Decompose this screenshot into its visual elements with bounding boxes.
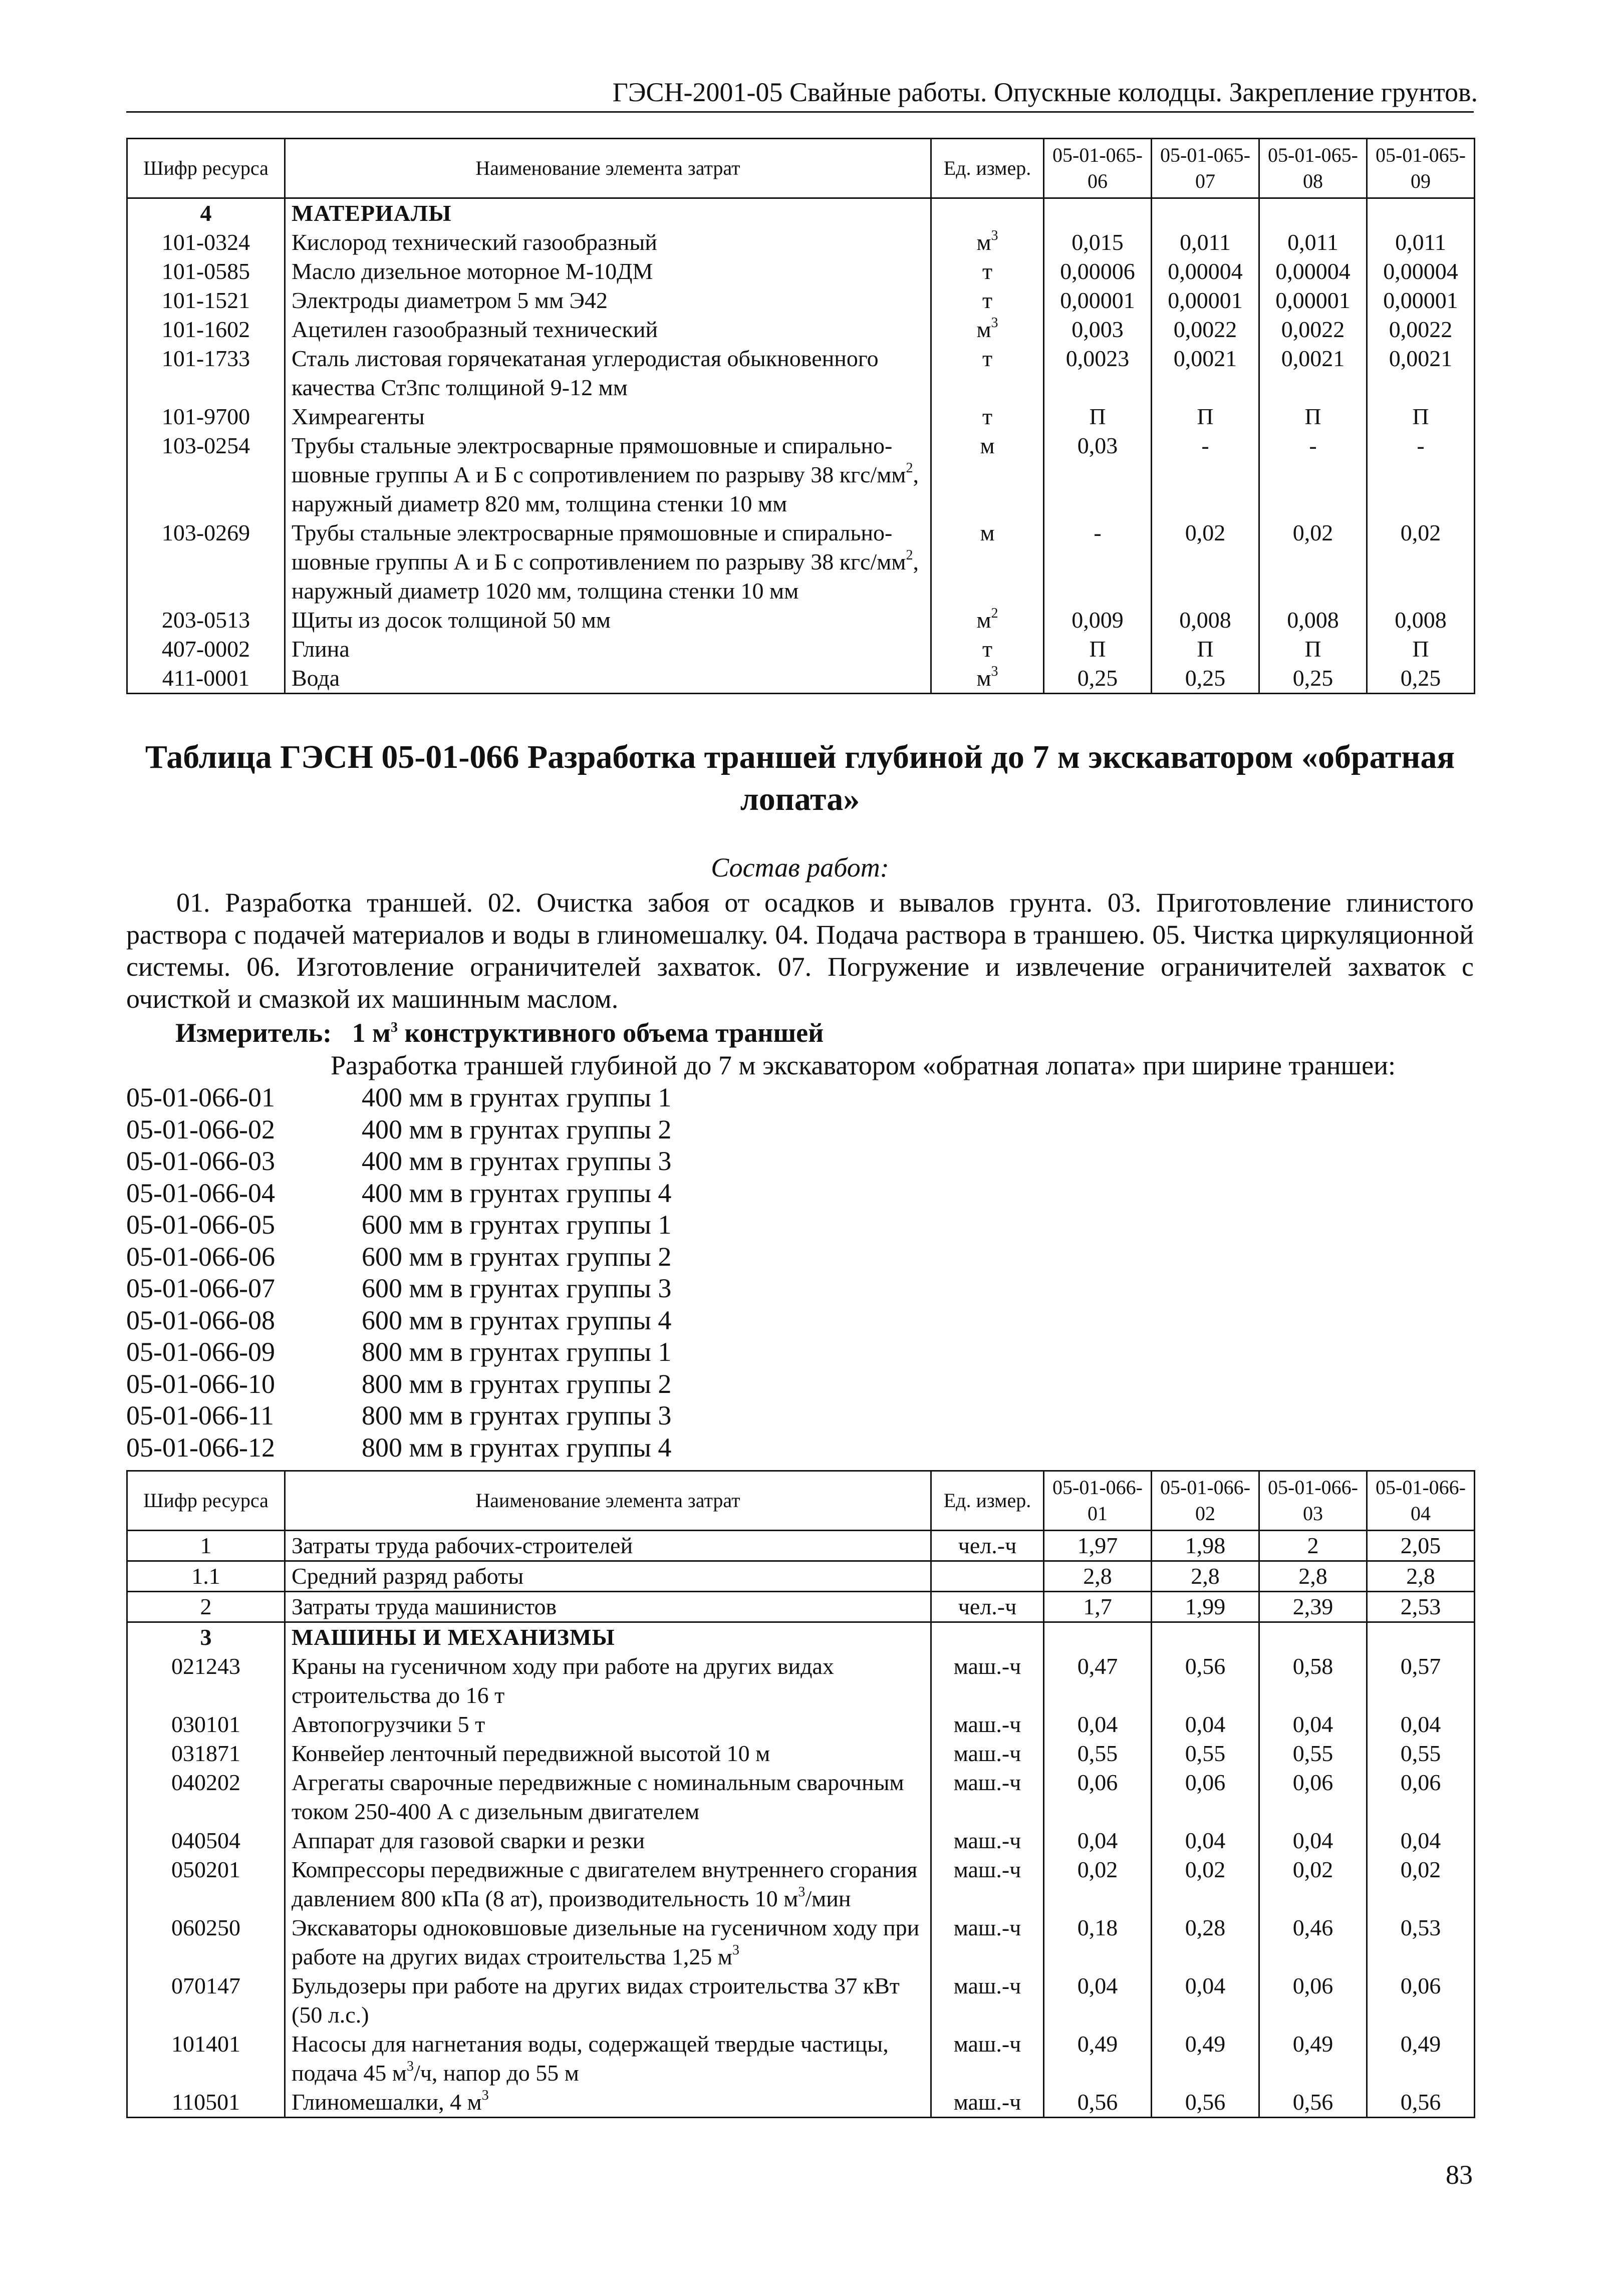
value-cell: 0,56 bbox=[1259, 2088, 1367, 2118]
table-row bbox=[127, 1561, 1475, 1592]
table-row bbox=[127, 402, 1475, 431]
resource-code: 1 bbox=[127, 1531, 285, 1561]
resource-code: 101-9700 bbox=[127, 402, 285, 431]
cost-element-name: Глиномешалки, 4 $м^3$ bbox=[285, 2088, 931, 2118]
table-row bbox=[127, 1826, 1475, 1855]
value-cell: 0,02 bbox=[1259, 518, 1367, 606]
unit-cell: маш.-ч bbox=[931, 1739, 1044, 1768]
unit-cell: $м^3$ bbox=[931, 315, 1044, 344]
value-cell: 0,03 bbox=[1044, 431, 1152, 518]
header-col-4: 05-01-066-04 bbox=[1367, 1471, 1475, 1531]
value-cell: 0,49 bbox=[1367, 2030, 1475, 2088]
resource-code: 031871 bbox=[127, 1739, 285, 1768]
header-name: Наименование элемента затрат bbox=[285, 139, 931, 198]
value-cell: 0,46 bbox=[1259, 1913, 1367, 1971]
value-cell: 0,06 bbox=[1044, 1768, 1152, 1826]
norm-code: 05-01-066-12 bbox=[126, 1432, 275, 1463]
value-cell: 0,02 bbox=[1367, 518, 1475, 606]
value-cell: П bbox=[1044, 402, 1152, 431]
table-header-row bbox=[127, 139, 1475, 198]
resource-code: 411-0001 bbox=[127, 664, 285, 694]
norm-description: 600 мм в грунтах группы 3 bbox=[362, 1273, 672, 1303]
resource-code: 1.1 bbox=[127, 1561, 285, 1592]
value-cell: 0,00001 bbox=[1259, 286, 1367, 315]
value-cell: 0,56 bbox=[1044, 2088, 1152, 2118]
value-cell: 0,02 bbox=[1152, 518, 1259, 606]
table-row bbox=[127, 1592, 1475, 1622]
cost-element-name: Насосы для нагнетания воды, содержащей твердые частицы, подача 45 $м^3/ч$, напор до 55 м bbox=[285, 2030, 931, 2088]
value-cell: 0,04 bbox=[1044, 1971, 1152, 2030]
value-cell: 0,0021 bbox=[1259, 344, 1367, 402]
list-item bbox=[126, 1400, 1128, 1432]
resource-code: 070147 bbox=[127, 1971, 285, 2030]
resource-code: 060250 bbox=[127, 1913, 285, 1971]
table-row bbox=[127, 431, 1475, 518]
list-item bbox=[126, 1432, 1128, 1464]
value-cell: 0,06 bbox=[1152, 1768, 1259, 1826]
value-cell: 0,011 bbox=[1259, 228, 1367, 257]
value-cell: 0,008 bbox=[1259, 606, 1367, 635]
cost-element-name: Конвейер ленточный передвижной высотой 10 м bbox=[285, 1739, 931, 1768]
value-cell: 1,7 bbox=[1044, 1592, 1152, 1622]
unit-cell: $м^2$ bbox=[931, 606, 1044, 635]
value-cell: 0,06 bbox=[1259, 1971, 1367, 2030]
cost-element-name: Компрессоры передвижные с двигателем внутреннего сгорания давлением 800 кПа (8 ат), производительность 10 $м^3$/мин bbox=[285, 1855, 931, 1913]
value-cell: - bbox=[1044, 518, 1152, 606]
composition-heading: Состав работ: bbox=[711, 852, 889, 883]
cost-element-name: Затраты труда машинистов bbox=[285, 1592, 931, 1622]
value-cell: 0,06 bbox=[1259, 1768, 1367, 1826]
resource-code: 2 bbox=[127, 1592, 285, 1622]
unit-cell bbox=[931, 1561, 1044, 1592]
machines-table bbox=[126, 1470, 1475, 2118]
norm-description: 400 мм в грунтах группы 3 bbox=[362, 1146, 672, 1176]
value-cell: 0,25 bbox=[1259, 664, 1367, 694]
table-row bbox=[127, 1652, 1475, 1710]
cost-element-name: Электроды диаметром 5 мм Э42 bbox=[285, 286, 931, 315]
unit-cell: $м^3$ bbox=[931, 664, 1044, 694]
norm-description: 800 мм в грунтах группы 2 bbox=[362, 1368, 672, 1399]
value-cell: 0,56 bbox=[1152, 2088, 1259, 2118]
value-cell: 1,97 bbox=[1044, 1531, 1152, 1561]
value-cell: 0,011 bbox=[1152, 228, 1259, 257]
value-cell: 0,015 bbox=[1044, 228, 1152, 257]
value-cell: 0,55 bbox=[1367, 1739, 1475, 1768]
list-item bbox=[126, 1209, 1128, 1241]
table-row bbox=[127, 228, 1475, 257]
header-unit: Ед. измер. bbox=[931, 1471, 1044, 1531]
value-cell: 0,0022 bbox=[1367, 315, 1475, 344]
value-cell: 2,8 bbox=[1152, 1561, 1259, 1592]
header-col-3: 05-01-065-08 bbox=[1259, 139, 1367, 198]
value-cell: 0,0021 bbox=[1152, 344, 1259, 402]
unit-cell: т bbox=[931, 344, 1044, 402]
list-item bbox=[126, 1368, 1128, 1400]
norm-code: 05-01-066-09 bbox=[126, 1337, 275, 1367]
unit-cell: маш.-ч bbox=[931, 1971, 1044, 2030]
cost-element-name: Краны на гусеничном ходу при работе на других видах строительства до 16 т bbox=[285, 1652, 931, 1710]
table-row bbox=[127, 1855, 1475, 1913]
value-cell: 0,00001 bbox=[1044, 286, 1152, 315]
header-rule bbox=[126, 111, 1474, 113]
header-code: Шифр ресурса bbox=[127, 139, 285, 198]
unit-cell: маш.-ч bbox=[931, 2030, 1044, 2088]
table-row bbox=[127, 2088, 1475, 2118]
table-row bbox=[127, 1768, 1475, 1826]
header-code: Шифр ресурса bbox=[127, 1471, 285, 1531]
value-cell: 0,25 bbox=[1367, 664, 1475, 694]
cost-element-name: Трубы стальные электросварные прямошовные и спирально-шовные группы А и Б с сопротивлением по разрыву 38 кгс/$мм^2$, наружный диаметр 820 мм, толщина стенки 10 мм bbox=[285, 431, 931, 518]
value-cell: П bbox=[1259, 402, 1367, 431]
unit-cell: т bbox=[931, 635, 1044, 664]
unit-cell: маш.-ч bbox=[931, 1855, 1044, 1913]
code-list bbox=[126, 1082, 1128, 1464]
value-cell: П bbox=[1367, 402, 1475, 431]
header-col-2: 05-01-066-02 bbox=[1152, 1471, 1259, 1531]
unit-cell: $м^3$ bbox=[931, 228, 1044, 257]
cost-element-name: Агрегаты сварочные передвижные с номинальным сварочным током 250-400 А с дизельным двигателем bbox=[285, 1768, 931, 1826]
unit-cell: маш.-ч bbox=[931, 1710, 1044, 1739]
cost-element-name: Трубы стальные электросварные прямошовные и спирально-шовные группы А и Б с сопротивлением по разрыву 38 кгс/$мм^2$, наружный диаметр 1020 мм, толщина стенки 10 мм bbox=[285, 518, 931, 606]
value-cell: 0,00004 bbox=[1152, 257, 1259, 286]
norm-code: 05-01-066-05 bbox=[126, 1210, 275, 1240]
list-item bbox=[126, 1241, 1128, 1273]
unit-cell: маш.-ч bbox=[931, 1913, 1044, 1971]
unit-cell: м bbox=[931, 518, 1044, 606]
value-cell: 2,39 bbox=[1259, 1592, 1367, 1622]
header-col-4: 05-01-065-09 bbox=[1367, 139, 1475, 198]
value-cell: 0,28 bbox=[1152, 1913, 1259, 1971]
unit-cell: маш.-ч bbox=[931, 1826, 1044, 1855]
materials-table bbox=[126, 138, 1475, 694]
table-header-row bbox=[127, 1471, 1475, 1531]
unit-cell: чел.-ч bbox=[931, 1592, 1044, 1622]
value-cell: П bbox=[1259, 635, 1367, 664]
value-cell: 0,02 bbox=[1259, 1855, 1367, 1913]
value-cell: 0,06 bbox=[1367, 1971, 1475, 2030]
resource-code: 101-1602 bbox=[127, 315, 285, 344]
table-row bbox=[127, 664, 1475, 694]
table-row bbox=[127, 286, 1475, 315]
table-title: Таблица ГЭСН 05-01-066 Разработка траншей глубиной до 7 м экскаватором «обратная лопата» bbox=[145, 739, 1455, 817]
value-cell: 0,06 bbox=[1367, 1768, 1475, 1826]
list-item bbox=[126, 1273, 1128, 1305]
value-cell: 0,56 bbox=[1367, 2088, 1475, 2118]
value-cell: 0,53 bbox=[1367, 1913, 1475, 1971]
table-row bbox=[127, 635, 1475, 664]
value-cell: 2,8 bbox=[1367, 1561, 1475, 1592]
value-cell: 0,04 bbox=[1367, 1710, 1475, 1739]
meter-value: 1 $м^3$ конструктивного объема траншей bbox=[352, 1018, 824, 1048]
cost-element-name: Аппарат для газовой сварки и резки bbox=[285, 1826, 931, 1855]
value-cell: 2,53 bbox=[1367, 1592, 1475, 1622]
value-cell: - bbox=[1259, 431, 1367, 518]
norm-description: 800 мм в грунтах группы 3 bbox=[362, 1400, 672, 1430]
value-cell: П bbox=[1044, 635, 1152, 664]
value-cell: 0,0022 bbox=[1259, 315, 1367, 344]
value-cell: 0,008 bbox=[1367, 606, 1475, 635]
cost-element-name: Вода bbox=[285, 664, 931, 694]
table-row bbox=[127, 1710, 1475, 1739]
unit-cell: т bbox=[931, 402, 1044, 431]
value-cell: 2 bbox=[1259, 1531, 1367, 1561]
table-row bbox=[127, 257, 1475, 286]
unit-cell: чел.-ч bbox=[931, 1531, 1044, 1561]
resource-code: 103-0269 bbox=[127, 518, 285, 606]
cost-element-name: Затраты труда рабочих-строителей bbox=[285, 1531, 931, 1561]
norm-code: 05-01-066-10 bbox=[126, 1368, 275, 1399]
section-row bbox=[127, 1622, 1475, 1652]
resource-code: 040504 bbox=[127, 1826, 285, 1855]
resource-code: 110501 bbox=[127, 2088, 285, 2118]
value-cell: 0,04 bbox=[1044, 1710, 1152, 1739]
unit-cell: маш.-ч bbox=[931, 1768, 1044, 1826]
norm-description: 400 мм в грунтах группы 1 bbox=[362, 1082, 672, 1112]
cost-element-name: Химреагенты bbox=[285, 402, 931, 431]
value-cell: П bbox=[1152, 402, 1259, 431]
value-cell: 0,011 bbox=[1367, 228, 1475, 257]
list-item bbox=[126, 1082, 1128, 1114]
value-cell: - bbox=[1367, 431, 1475, 518]
norm-description: 600 мм в грунтах группы 2 bbox=[362, 1241, 672, 1272]
value-cell: 0,008 bbox=[1152, 606, 1259, 635]
unit-cell: м bbox=[931, 431, 1044, 518]
norm-code: 05-01-066-07 bbox=[126, 1273, 275, 1303]
value-cell: 0,18 bbox=[1044, 1913, 1152, 1971]
cost-element-name: Сталь листовая горячекатаная углеродистая обыкновенного качества Ст3пс толщиной 9-12 мм bbox=[285, 344, 931, 402]
unit-cell: маш.-ч bbox=[931, 2088, 1044, 2118]
table-row bbox=[127, 2030, 1475, 2088]
value-cell: 0,25 bbox=[1044, 664, 1152, 694]
resource-code: 103-0254 bbox=[127, 431, 285, 518]
norm-description: 400 мм в грунтах группы 4 bbox=[362, 1178, 672, 1208]
section-title: МАТЕРИАЛЫ bbox=[285, 198, 931, 228]
table-row bbox=[127, 344, 1475, 402]
table-row bbox=[127, 1531, 1475, 1561]
value-cell: 0,04 bbox=[1152, 1826, 1259, 1855]
header-col-1: 05-01-065-06 bbox=[1044, 139, 1152, 198]
resource-code: 407-0002 bbox=[127, 635, 285, 664]
resource-code: 101-0324 bbox=[127, 228, 285, 257]
header-col-2: 05-01-065-07 bbox=[1152, 139, 1259, 198]
section-code: 3 bbox=[127, 1622, 285, 1652]
composition-text: 01. Разработка траншей. 02. Очистка забоя от осадков и вывалов грунта. 03. Приготовление глинистого раствора с подачей материалов и воды в глиномешалку. 04. Подача раствора в траншею. 05. Чистка циркуляционной системы. 06. Изготовление ограничителей захваток. 07. Погружение и извлечение ограничителей захваток с очисткой и смазкой их машинным маслом. bbox=[126, 888, 1474, 1014]
resource-code: 101-1521 bbox=[127, 286, 285, 315]
resource-code: 203-0513 bbox=[127, 606, 285, 635]
value-cell: 0,57 bbox=[1367, 1652, 1475, 1710]
list-item bbox=[126, 1114, 1128, 1146]
value-cell: 0,04 bbox=[1367, 1826, 1475, 1855]
header-col-3: 05-01-066-03 bbox=[1259, 1471, 1367, 1531]
norm-code: 05-01-066-03 bbox=[126, 1146, 275, 1176]
cost-element-name: Щиты из досок толщиной 50 мм bbox=[285, 606, 931, 635]
value-cell: 0,49 bbox=[1152, 2030, 1259, 2088]
norm-code: 05-01-066-02 bbox=[126, 1114, 275, 1144]
list-item bbox=[126, 1178, 1128, 1210]
cost-element-name: Кислород технический газообразный bbox=[285, 228, 931, 257]
value-cell: 1,98 bbox=[1152, 1531, 1259, 1561]
resource-code: 050201 bbox=[127, 1855, 285, 1913]
resource-code: 040202 bbox=[127, 1768, 285, 1826]
cost-element-name: Ацетилен газообразный технический bbox=[285, 315, 931, 344]
header-col-1: 05-01-066-01 bbox=[1044, 1471, 1152, 1531]
norm-description: 600 мм в грунтах группы 4 bbox=[362, 1305, 672, 1335]
norm-description: 400 мм в грунтах группы 2 bbox=[362, 1114, 672, 1144]
value-cell: 2,8 bbox=[1259, 1561, 1367, 1592]
value-cell: 2,05 bbox=[1367, 1531, 1475, 1561]
page-number: 83 bbox=[1446, 2160, 1473, 2190]
value-cell: 2,8 bbox=[1044, 1561, 1152, 1592]
cost-element-name: Глина bbox=[285, 635, 931, 664]
unit-cell: маш.-ч bbox=[931, 1652, 1044, 1710]
section-title: МАШИНЫ И МЕХАНИЗМЫ bbox=[285, 1622, 931, 1652]
cost-element-name: Автопогрузчики 5 т bbox=[285, 1710, 931, 1739]
resource-code: 030101 bbox=[127, 1710, 285, 1739]
norm-description: 800 мм в грунтах группы 1 bbox=[362, 1337, 672, 1367]
header-unit: Ед. измер. bbox=[931, 139, 1044, 198]
value-cell: 0,0021 bbox=[1367, 344, 1475, 402]
table-row bbox=[127, 518, 1475, 606]
value-cell: 0,003 bbox=[1044, 315, 1152, 344]
value-cell: 0,00004 bbox=[1259, 257, 1367, 286]
value-cell: 0,02 bbox=[1044, 1855, 1152, 1913]
running-header: ГЭСН-2001-05 Свайные работы. Опускные колодцы. Закрепление грунтов. bbox=[612, 77, 1478, 107]
value-cell: 0,55 bbox=[1259, 1739, 1367, 1768]
cost-element-name: Масло дизельное моторное М-10ДМ bbox=[285, 257, 931, 286]
meter-label: Измеритель: bbox=[175, 1018, 332, 1048]
header-name: Наименование элемента затрат bbox=[285, 1471, 931, 1531]
table-row bbox=[127, 1913, 1475, 1971]
value-cell: П bbox=[1367, 635, 1475, 664]
norm-description: 600 мм в грунтах группы 1 bbox=[362, 1210, 672, 1240]
list-item bbox=[126, 1145, 1128, 1178]
resource-code: 021243 bbox=[127, 1652, 285, 1710]
list-item bbox=[126, 1336, 1128, 1368]
value-cell: 0,04 bbox=[1152, 1971, 1259, 2030]
value-cell: 0,56 bbox=[1152, 1652, 1259, 1710]
value-cell: 0,25 bbox=[1152, 664, 1259, 694]
norm-code: 05-01-066-04 bbox=[126, 1178, 275, 1208]
value-cell: 0,009 bbox=[1044, 606, 1152, 635]
value-cell: 0,55 bbox=[1044, 1739, 1152, 1768]
value-cell: - bbox=[1152, 431, 1259, 518]
value-cell: 0,00001 bbox=[1367, 286, 1475, 315]
value-cell: 0,00006 bbox=[1044, 257, 1152, 286]
unit-cell: т bbox=[931, 257, 1044, 286]
cost-element-name: Экскаваторы одноковшовые дизельные на гусеничном ходу при работе на других видах строительства 1,25 $м^3$ bbox=[285, 1913, 931, 1971]
norm-code: 05-01-066-08 bbox=[126, 1305, 275, 1335]
value-cell: 0,58 bbox=[1259, 1652, 1367, 1710]
table-row bbox=[127, 315, 1475, 344]
value-cell: 0,0023 bbox=[1044, 344, 1152, 402]
norm-description: 800 мм в грунтах группы 4 bbox=[362, 1432, 672, 1463]
norm-code: 05-01-066-11 bbox=[126, 1400, 274, 1430]
resource-code: 101401 bbox=[127, 2030, 285, 2088]
table-row bbox=[127, 606, 1475, 635]
norm-code: 05-01-066-01 bbox=[126, 1082, 275, 1112]
list-item bbox=[126, 1305, 1128, 1337]
meter-line bbox=[175, 1017, 1428, 1049]
value-cell: 0,04 bbox=[1044, 1826, 1152, 1855]
cost-element-name: Бульдозеры при работе на других видах строительства 37 кВт (50 л.с.) bbox=[285, 1971, 931, 2030]
section-code: 4 bbox=[127, 198, 285, 228]
value-cell: 0,00001 bbox=[1152, 286, 1259, 315]
value-cell: 0,55 bbox=[1152, 1739, 1259, 1768]
table-row bbox=[127, 1739, 1475, 1768]
value-cell: 1,99 bbox=[1152, 1592, 1259, 1622]
resource-code: 101-0585 bbox=[127, 257, 285, 286]
table-row bbox=[127, 1971, 1475, 2030]
cost-element-name: Средний разряд работы bbox=[285, 1561, 931, 1592]
value-cell: 0,49 bbox=[1044, 2030, 1152, 2088]
value-cell: 0,04 bbox=[1152, 1710, 1259, 1739]
intro-line: Разработка траншей глубиной до 7 м экскаватором «обратная лопата» при ширине траншеи: bbox=[331, 1050, 1396, 1080]
value-cell: 0,49 bbox=[1259, 2030, 1367, 2088]
value-cell: 0,00004 bbox=[1367, 257, 1475, 286]
value-cell: 0,02 bbox=[1367, 1855, 1475, 1913]
value-cell: 0,02 bbox=[1152, 1855, 1259, 1913]
value-cell: 0,0022 bbox=[1152, 315, 1259, 344]
value-cell: 0,47 bbox=[1044, 1652, 1152, 1710]
value-cell: 0,04 bbox=[1259, 1710, 1367, 1739]
unit-cell: т bbox=[931, 286, 1044, 315]
resource-code: 101-1733 bbox=[127, 344, 285, 402]
section-row bbox=[127, 198, 1475, 228]
value-cell: 0,04 bbox=[1259, 1826, 1367, 1855]
value-cell: П bbox=[1152, 635, 1259, 664]
norm-code: 05-01-066-06 bbox=[126, 1241, 275, 1272]
